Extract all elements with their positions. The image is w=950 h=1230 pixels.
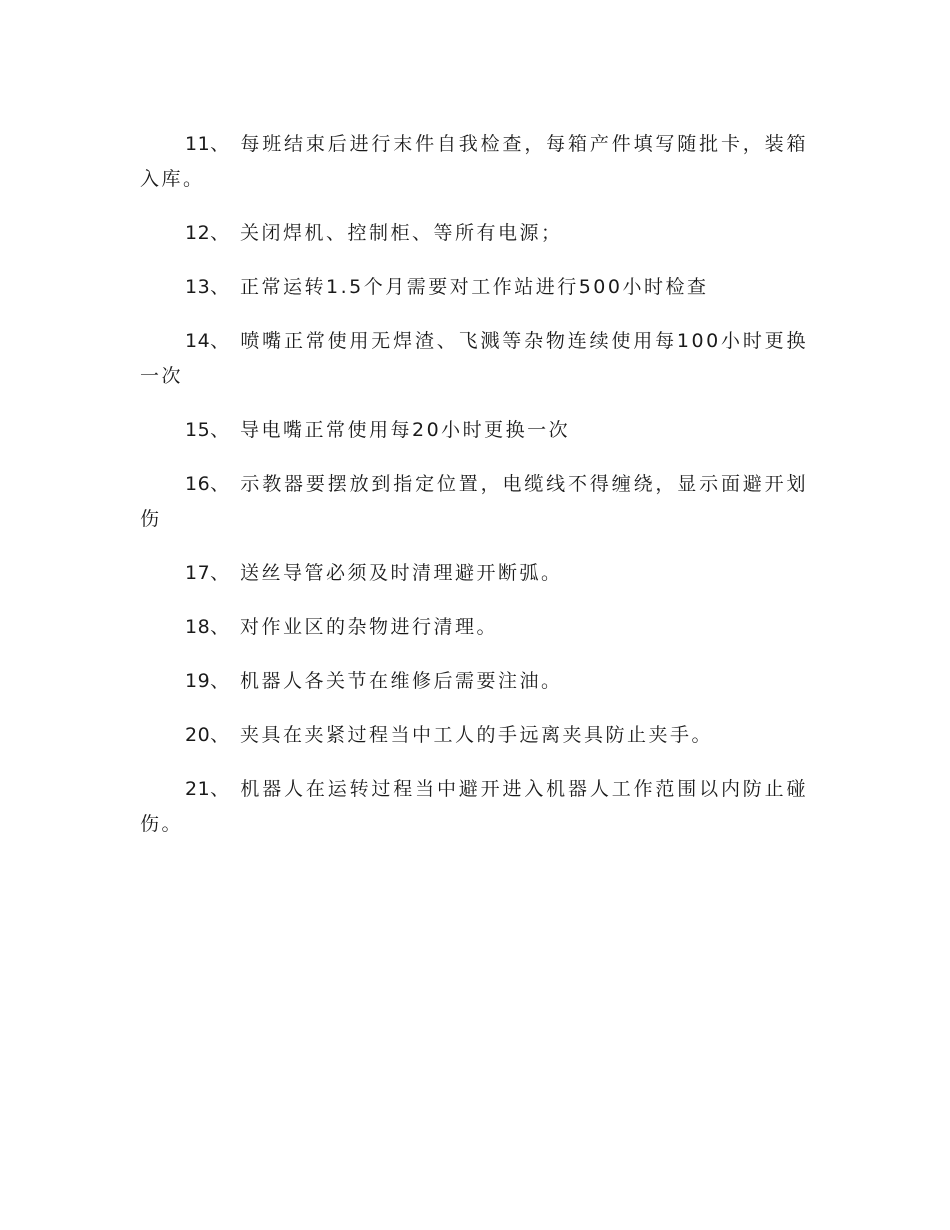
item-text: 导电嘴正常使用每20小时更换一次 <box>240 419 571 441</box>
item-text: 关闭焊机、控制柜、等所有电源； <box>240 222 563 244</box>
item-number: 12、 <box>185 222 230 244</box>
list-item <box>140 772 808 842</box>
item-number: 11、 <box>185 133 230 155</box>
item-text: 正常运转1.5个月需要对工作站进行500小时检查 <box>240 276 709 298</box>
item-number: 13、 <box>185 276 230 298</box>
numbered-list <box>140 108 808 859</box>
item-number: 14、 <box>185 330 230 352</box>
item-text: 夹具在夹紧过程当中工人的手远离夹具防止夹手。 <box>240 724 714 746</box>
list-item <box>140 270 808 305</box>
list-item <box>140 324 808 394</box>
item-text: 示教器要摆放到指定位置，电缆线不得缠绕，显示面避开划伤 <box>140 473 808 530</box>
item-number: 18、 <box>185 616 230 638</box>
item-number: 15、 <box>185 419 230 441</box>
item-text: 送丝导管必须及时清理避开断弧。 <box>240 562 563 584</box>
list-item <box>140 556 808 591</box>
list-item <box>140 127 808 197</box>
item-text: 每班结束后进行末件自我检查，每箱产件填写随批卡，装箱入库。 <box>140 133 808 190</box>
list-item <box>140 610 808 645</box>
item-number: 16、 <box>185 473 230 495</box>
list-item <box>140 413 808 448</box>
item-number: 21、 <box>185 778 230 800</box>
list-item <box>140 664 808 699</box>
list-item <box>140 216 808 251</box>
list-item <box>140 718 808 753</box>
item-number: 20、 <box>185 724 230 746</box>
list-item <box>140 467 808 537</box>
item-text: 对作业区的杂物进行清理。 <box>240 616 499 638</box>
item-number: 19、 <box>185 670 230 692</box>
item-text: 喷嘴正常使用无焊渣、飞溅等杂物连续使用每100小时更换一次 <box>140 330 808 387</box>
item-number: 17、 <box>185 562 230 584</box>
item-text: 机器人在运转过程当中避开进入机器人工作范围以内防止碰伤。 <box>140 778 808 835</box>
item-text: 机器人各关节在维修后需要注油。 <box>240 670 563 692</box>
